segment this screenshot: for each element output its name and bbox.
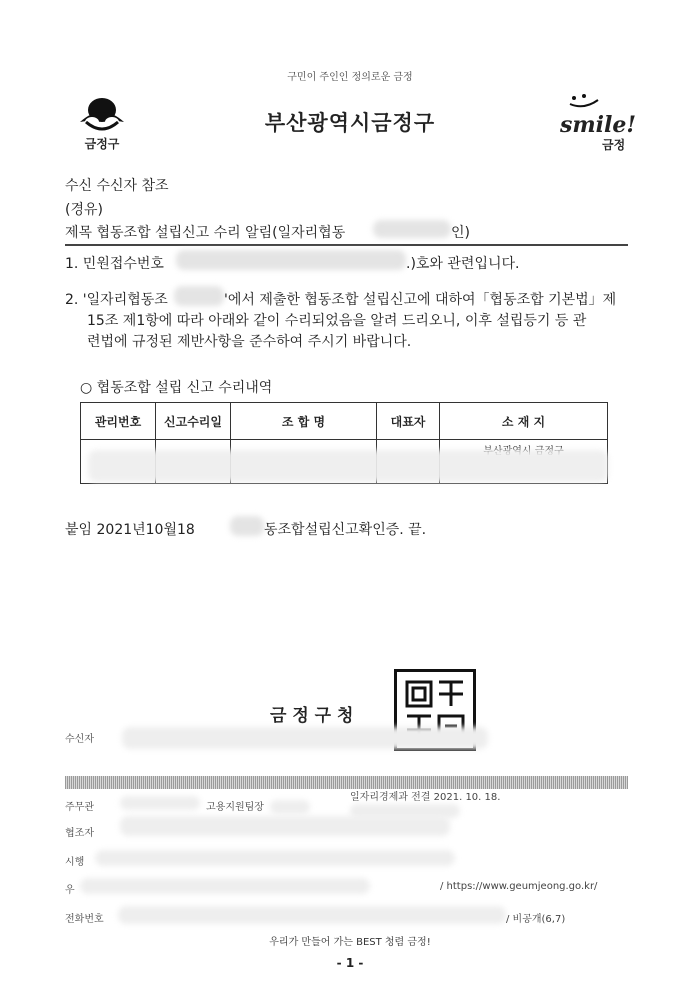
slogan: 구민이 주인인 정의로운 금정 bbox=[287, 72, 413, 83]
subject-suffix: 인) bbox=[451, 225, 470, 241]
disclosure-text: / 비공개(6,7) bbox=[506, 914, 566, 925]
recipient-line: 수신 수신자 참조 bbox=[65, 178, 169, 194]
enforce-label: 시행 bbox=[65, 857, 85, 868]
department-line: 일자리경제과 전결 2021. 10. 18. bbox=[350, 792, 501, 803]
smile-face-icon bbox=[566, 92, 606, 110]
issuer-name: 금 정 구 청 bbox=[270, 706, 354, 726]
smile-logo-sub: 금정 bbox=[602, 138, 626, 152]
attachment-prefix: 붙임 2021년10월18 bbox=[65, 522, 195, 538]
item2-line1-a: 2. '일자리협동조 bbox=[65, 292, 168, 308]
redacted-block bbox=[230, 516, 264, 536]
address-label: 우 bbox=[65, 885, 75, 896]
smile-logo-text: smile! bbox=[560, 112, 637, 138]
attachment-suffix: 동조합설립신고확인증. 끝. bbox=[264, 522, 427, 538]
cooperator-label: 협조자 bbox=[65, 828, 94, 839]
redacted-block bbox=[176, 250, 406, 270]
item2-line3: 련법에 규정된 제반사항을 준수하여 주시기 바랍니다. bbox=[87, 334, 412, 350]
item1-suffix: .)호와 관련입니다. bbox=[406, 256, 520, 272]
team-text: 고용지원팀장 bbox=[206, 802, 264, 813]
website-link[interactable]: / https://www.geumjeong.go.kr/ bbox=[440, 881, 598, 892]
subject-prefix: 제목 협동조합 설립신고 수리 알림(일자리협동 bbox=[65, 225, 346, 241]
redacted-block bbox=[80, 878, 370, 894]
table-header-row bbox=[81, 403, 608, 440]
redacted-block bbox=[95, 850, 455, 866]
item2-line2: 15조 제1항에 따라 아래와 같이 수리되었음을 알려 드리오니, 이후 설립등기 등 관 bbox=[87, 313, 587, 329]
redacted-block bbox=[174, 286, 224, 306]
manager-label: 주무관 bbox=[65, 802, 94, 813]
table-header: 신고수리일 bbox=[156, 403, 231, 440]
divider bbox=[65, 244, 628, 246]
table-header: 대표자 bbox=[377, 403, 440, 440]
table-header: 소 재 지 bbox=[440, 403, 608, 440]
redacted-block bbox=[120, 816, 450, 836]
redacted-block bbox=[120, 796, 200, 810]
via-line: (경유) bbox=[65, 202, 103, 218]
page-number: - 1 - bbox=[336, 956, 364, 970]
phone-label: 전화번호 bbox=[65, 914, 104, 925]
redacted-block bbox=[373, 220, 451, 238]
section-title: ○ 협동조합 설립 신고 수리내역 bbox=[80, 380, 273, 396]
item2-line1-b: '에서 제출한 협동조합 설립신고에 대하여「협동조합 기본법」제 bbox=[224, 292, 617, 308]
motto: 우리가 만들어 가는 BEST 청렴 금정! bbox=[269, 937, 431, 948]
recipient-label: 수신자 bbox=[65, 734, 94, 745]
organization-title: 부산광역시금정구 bbox=[264, 111, 436, 135]
redacted-block bbox=[88, 450, 608, 482]
footer-bar bbox=[65, 776, 628, 789]
redacted-block bbox=[122, 727, 488, 749]
redacted-block bbox=[270, 800, 310, 814]
table-header: 조 합 명 bbox=[231, 403, 377, 440]
logo-left-text: 금정구 bbox=[84, 137, 120, 151]
table-header: 관리번호 bbox=[81, 403, 156, 440]
redacted-block bbox=[118, 906, 506, 924]
item1-prefix: 1. 민원접수번호 bbox=[65, 256, 164, 272]
